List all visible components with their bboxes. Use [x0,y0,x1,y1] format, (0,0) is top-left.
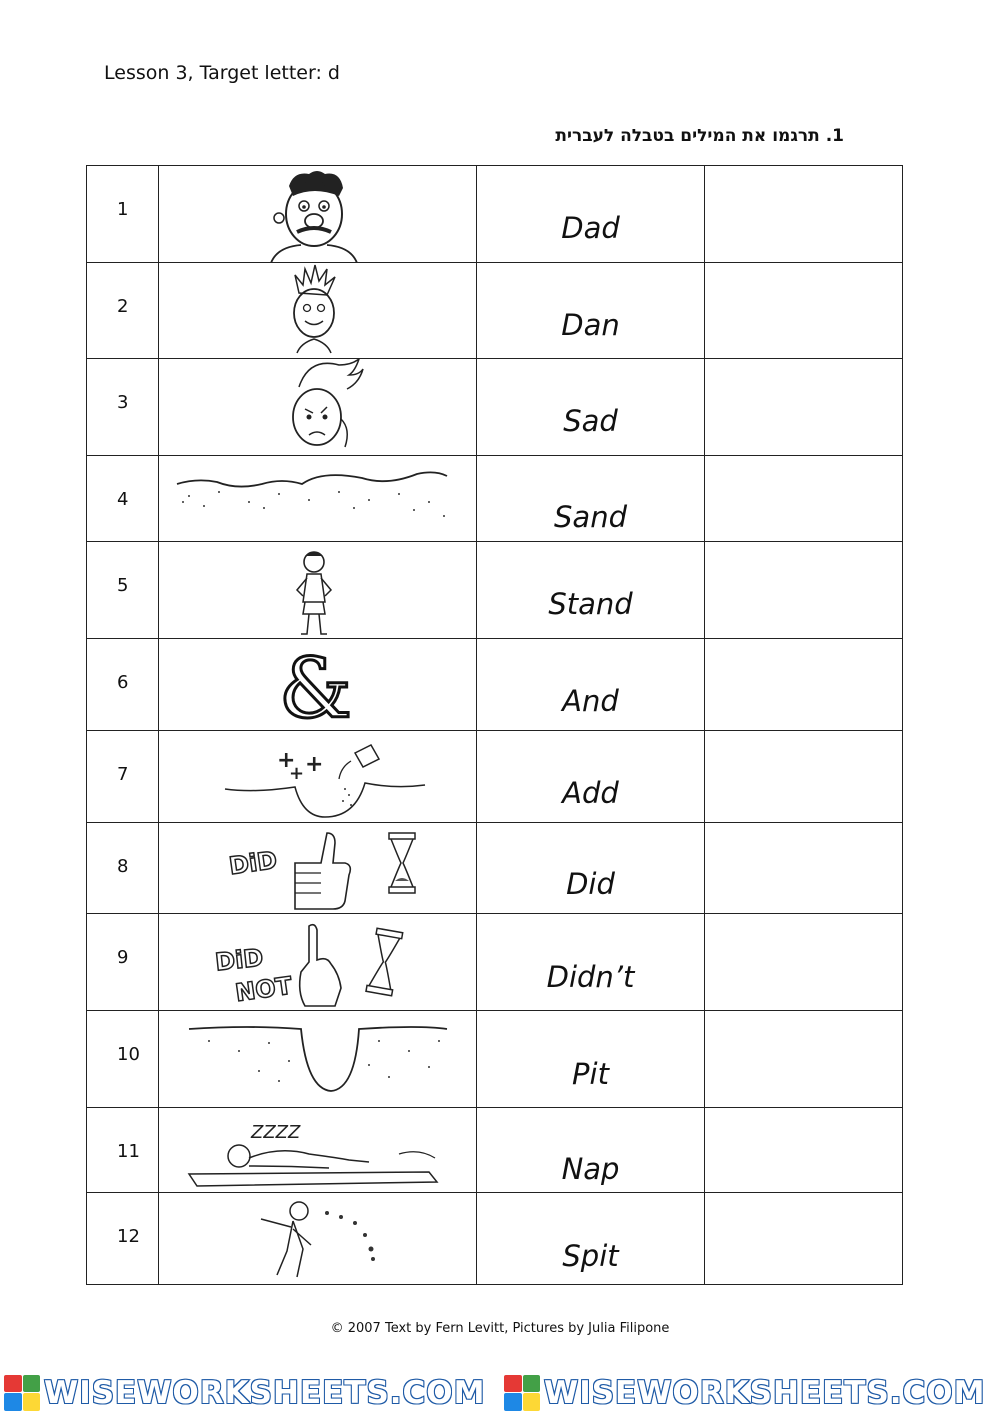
translation-blank[interactable] [705,359,903,456]
brand-block [0,1375,500,1411]
vocabulary-table [86,165,903,1285]
row-number: 8 [117,856,129,877]
word-label: Dan [561,308,620,342]
instruction-text: 1. תרגמו את המילים בטבלה לעברית [555,126,844,146]
svg-text:&: & [279,642,352,731]
translation-blank[interactable] [705,1011,903,1108]
word-label: Spit [562,1239,619,1273]
svg-text:+: + [277,748,296,773]
table-row [87,823,903,914]
word-label: Dad [561,211,620,245]
did-not-label-2: NOT [233,971,294,1008]
row-number: 11 [117,1141,140,1162]
row-number: 4 [117,489,129,510]
did-not-label-1: DiD [213,943,265,977]
row-number: 12 [117,1226,140,1247]
word-label: Nap [561,1152,620,1186]
row-number: 9 [117,947,129,968]
table-row [87,542,903,639]
row-number: 5 [117,575,129,596]
row-number: 2 [117,296,129,317]
lesson-header: Lesson 3, Target letter: d [104,62,340,84]
word-label: And [562,684,619,718]
word-label: Pit [572,1057,609,1091]
did-label: DiD [227,845,279,881]
row-number: 10 [117,1044,140,1065]
word-label: Did [566,867,615,901]
row-number: 3 [117,392,129,413]
translation-blank[interactable] [705,263,903,359]
table-row [87,639,903,731]
table-row [87,359,903,456]
svg-text:+: + [305,752,324,777]
translation-blank[interactable] [705,1193,903,1285]
translation-blank[interactable] [705,166,903,263]
word-label: Sand [554,500,627,534]
translation-blank[interactable] [705,542,903,639]
svg-text:+: + [289,763,305,784]
brand-block [500,1375,1000,1411]
table-row [87,731,903,823]
translation-blank[interactable] [705,823,903,914]
row-number: 1 [117,199,129,220]
table-row [87,1108,903,1193]
brand-name: WISEWORKSHEETS.COM [544,1374,986,1411]
brand-banner [0,1372,1000,1413]
word-label: Didn’t [546,960,635,994]
word-label: Sad [563,404,618,438]
translation-blank[interactable] [705,1108,903,1193]
row-number: 6 [117,672,129,693]
brand-name: WISEWORKSHEETS.COM [44,1374,486,1411]
nap-label: ZZZZ [251,1122,301,1143]
copyright-footer: © 2007 Text by Fern Levitt, Pictures by Julia Filipone [330,1321,670,1336]
brand-logo-icon [504,1375,540,1411]
translation-blank[interactable] [705,456,903,542]
table-row [87,914,903,1011]
table-row [87,1011,903,1108]
word-label: Add [562,776,619,810]
word-label: Stand [548,587,633,621]
translation-blank[interactable] [705,639,903,731]
table-row [87,263,903,359]
table-row [87,166,903,263]
table-row [87,456,903,542]
table-row [87,1193,903,1285]
row-number: 7 [117,764,129,785]
brand-logo-icon [4,1375,40,1411]
translation-blank[interactable] [705,914,903,1011]
translation-blank[interactable] [705,731,903,823]
